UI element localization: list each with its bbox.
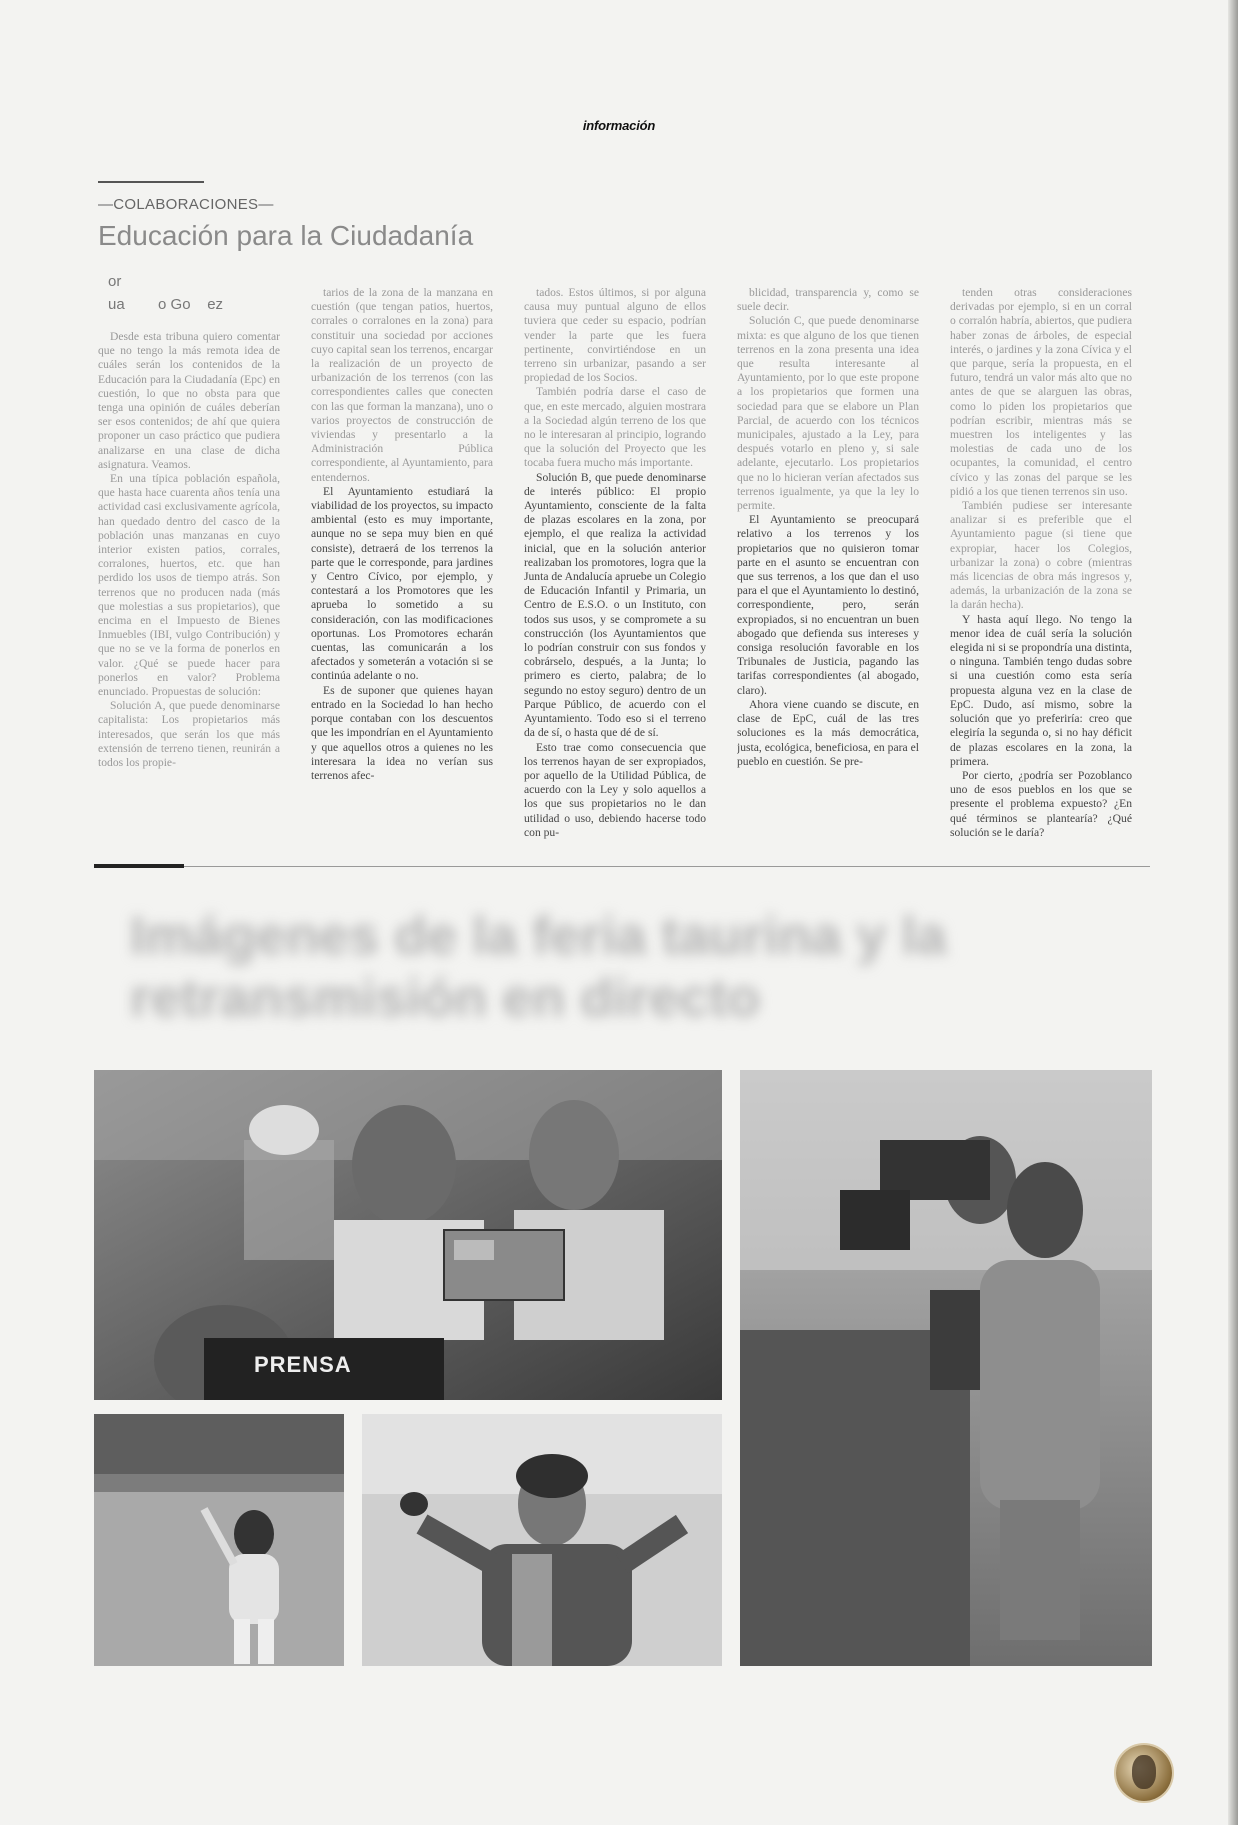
torero-center-photo (362, 1414, 722, 1666)
paragraph: El Ayuntamiento se preocupará relativo a los terrenos y los propietarios que no quisieron tomar parte en el asunto se encuentran con que sus terrenos, a los que dan el uso para el que el Ayuntamiento lo destinó, correspondiente, pero, serán expropiados, si no encuentran un buen abogado que defienda sus intereses y consiga resolución favorable en los Tribunales de Justicia, pagando las tarifas correspondientes (al abogado, claro). (737, 513, 919, 697)
article-title: Educación para la Ciudadanía (98, 220, 474, 251)
press-sign: PRENSA (254, 1352, 352, 1377)
paragraph: También pudiese ser interesante analizar si es preferible que el Ayuntamiento pague (si tiene que expropiar, hacer los Colegios, urbanizar la zona) o cobre (mientras más licencias de obra más ingresos y, además, la urbanización de la zona se la darán hecha). (950, 499, 1132, 612)
paragraph: Y hasta aquí llego. No tengo la menor idea de cuál sería la solución elegida ni si se propondría una distinta, o ninguna. También tengo dudas sobre si una cuestión como esta sería propuesta alguna vez en la clase de EpC. Dudo, así mismo, sobre la solución que yo preferiría: creo que elegiría la segunda o, si no hay déficit de plazas escolares en la zona, la primera. (950, 612, 1132, 768)
paragraph: En una típica población española, que hasta hace cuarenta años tenía una actividad casi exclusivamente agrícola, han quedado dentro del casco de la población unas manzanas en cuyo interior existen patios, corrales, corralones, huertos, etc. que han perdido los usos de tiempo atrás. Son terrenos que no producen nada (más que molestias a sus propietarios), que encima en el Impuesto de Bienes Inmuebles (IBI, vulgo Contribución) y que no se ve la forma de ponerlos en valor. ¿Qué se puede hacer para ponerlos en valor? Problema enunciado. Propuestas de solución: (98, 472, 280, 699)
portrait-icon (1132, 1755, 1156, 1789)
author-line-2: ua o Go ez (108, 296, 224, 313)
paragraph: Esto trae como consecuencia que los terrenos hayan de ser expropiados, por aquello de la Utilidad Pública, de acuerdo con la Ley y solo aquellos a los que sus propietarios no le dan utilidad o uso, debiendo hacerse todo con pu- (524, 740, 706, 839)
article-column-2 (311, 286, 493, 856)
paragraph: Es de suponer que quienes hayan entrado en la Sociedad lo han hecho porque contaban con los descuentos que les impondrían en el Ayuntamiento y que aquellos otros a quienes no les interesara la idea no verían sus terrenos afec- (311, 683, 493, 782)
paragraph: blicidad, transparencia y, como se suele decir. (737, 286, 919, 314)
paragraph: Solución C, que puede denominarse mixta: es que alguno de los que tienen terrenos en la zona presenta una idea que resulta interesante al Ayuntamiento, por lo que este propone a los propietarios que formen una sociedad para que se elabore un Plan Parcial, de acuerdo con los técnicos municipales, ajustado a la Ley, para después votarlo en pleno y, si sale adelante, ejecutarlo. Los propietarios que no lo hicieran verían afectados sus terrenos igualmente, ya que la ley lo permite. (737, 314, 919, 513)
paragraph: tarios de la zona de la manzana en cuestión (que tengan patios, huertos, corrales o corralones en la zona) para constituir una sociedad por acciones cuyo capital sean los terrenos, encargar la realización de un proyecto de urbanización de los terrenos (con las correspondientes calles que conecten con las que forman la manzana), uno o varios proyectos de construcción de viviendas y presentarlo a la Administración Pública correspondiente, al Ayuntamiento, para entendernos. (311, 286, 493, 484)
paragraph: También podría darse el caso de que, en este mercado, alguien mostrara a la Sociedad algún terreno de los que no le interesaran al principio, logrando que la solución del Proyecto que les tocaba fuera mucho más importante. (524, 385, 706, 470)
section-rule-thin (184, 866, 1150, 867)
article-column-4 (737, 286, 919, 856)
publication-header: información (582, 118, 656, 133)
paragraph: El Ayuntamiento estudiará la viabilidad de los proyectos, su impacto ambiental (esto es muy importante, aunque no se sepa muy bien en qué consiste), detraerá de los terrenos la parte que le corresponde, para jardines y Centro Cívico, por ejemplo, y contestará a los Promotores que les aprueba lo sometido a su consideración, con las modificaciones oportunas. Los Promotores echarán cuentas, las comunicarán a los afectados y someterán a votación si se continúa adelante o no. (311, 484, 493, 683)
paragraph: Ahora viene cuando se discute, en clase de EpC, cuál de las tres soluciones es la más democrática, justa, ecológica, beneficiosa, en para el pueblo en cuestión. Se pre- (737, 697, 919, 768)
paragraph: Desde esta tribuna quiero comentar que no tengo la más remota idea de cuáles serán los contenidos de la Educación para la Ciudadanía (Epc) en cuestión, lo que no obsta para que tenga una opinión de cuáles deberían ser esos contenidos; de ahí que quiera proponer un caso práctico que pudiera analizarse en una clase de dicha asignatura. Veamos. (98, 330, 280, 471)
torero-left-photo (94, 1414, 344, 1666)
tv-reporter-photo (740, 1070, 1152, 1666)
paragraph: Por cierto, ¿podría ser Pozoblanco uno de esos pueblos en los que se presente el problema expuesto? ¿En qué términos se plantearía? ¿Qué solución se le daría? (950, 768, 1132, 839)
section-rule-thick (94, 864, 184, 868)
paragraph: Solución B, que puede denominarse de interés público: El propio Ayuntamiento, consciente de la falta de plazas escolares en la zona, por ejemplo, el que realiza la actividad inicial, que en la solución anterior realizaban los promotores, logra que la Junta de Andalucía apruebe un Colegio de Educación Infantil y Primaria, un Centro de E.S.O. o un Instituto, con todos sus usos, y se compromete a su construcción (los Ayuntamientos que lo podrían construir con sus fondos y cobrárselo, después, a la Junta; lo primero es cierto, palabra; de lo segundo no estoy seguro) dentro de un Parque Público, de acuerdo con el Ayuntamiento. Todo eso si el terreno da de sí, o hasta que dé de sí. (524, 470, 706, 740)
press-booth-photo (94, 1070, 722, 1400)
section-label: —COLABORACIONES— (98, 196, 274, 213)
article-column-1 (98, 330, 280, 856)
paragraph: tenden otras consideraciones derivadas por ejemplo, si en un corral o corralón habría, abiertos, que pudiera haber zonas de árboles, de especial interés, o jardines y la zona Cívica y el que parque, sería la propuesta, en el futuro, tendrá un valor más alto que no antes de que se alarguen las obras, como lo piden los propietarios que podrían escribir, mientras más se muestren los inteligentes y las molestias de cada uno de los ocupantes, la comunidad, el centro cívico y las zonas del parque se les pidió a los que tienen terrenos sin uso. (950, 286, 1132, 498)
page-edge-shadow (1228, 0, 1238, 1825)
article-column-3 (524, 286, 706, 856)
photo-section-headline: Imágenes de la feria taurina y la retransmisión en directo (130, 906, 947, 1028)
paragraph: Solución A, que puede denominarse capitalista: Los propietarios más interesados, que serán los que más extensión de terreno tienen, reunirán a todos los propie- (98, 699, 280, 770)
paragraph: tados. Estos últimos, si por alguna causa muy puntual alguno de ellos tuviera que ceder su espacio, podrían vender la parte que les fuera pertinente, convirtiéndose en un terreno sin urbanizar, pasando a ser propiedad de los Socios. (524, 286, 706, 385)
publication-seal-icon (1116, 1745, 1172, 1801)
article-column-5 (950, 286, 1132, 856)
section-rule (98, 181, 204, 183)
author-line-1: or (108, 273, 122, 290)
article-author (108, 270, 223, 316)
